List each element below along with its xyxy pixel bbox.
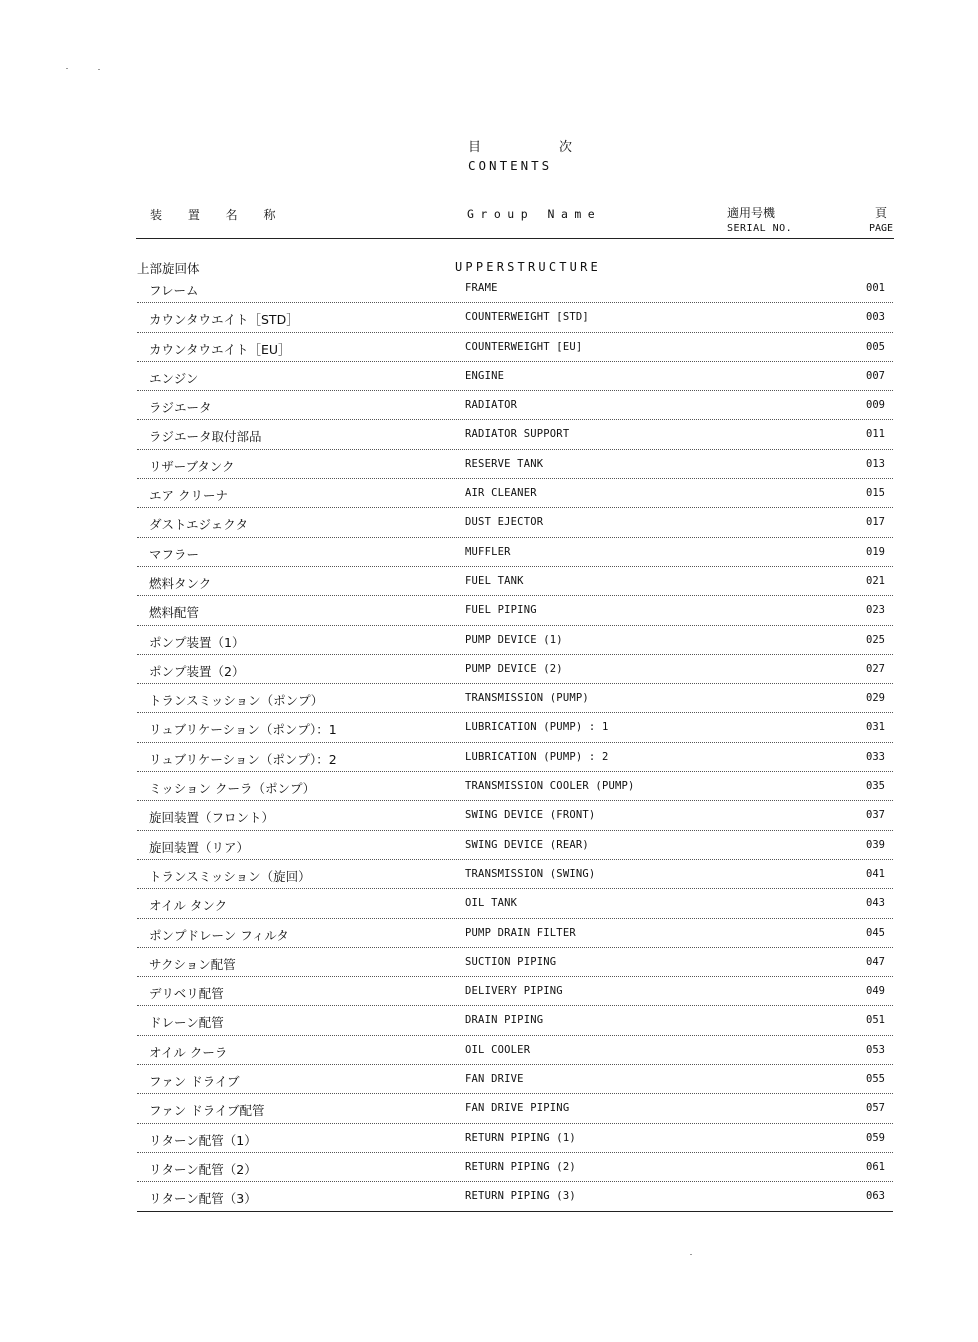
row-group-name: FUEL PIPING [465, 604, 537, 617]
row-page-number: 063 [866, 1190, 885, 1203]
row-group-name: LUBRICATION (PUMP) : 1 [465, 721, 609, 734]
row-group-name: COUNTERWEIGHT [STD] [465, 311, 589, 324]
row-group-name: SUCTION PIPING [465, 955, 557, 968]
row-page-number: 033 [866, 750, 885, 763]
row-jp-name: ファン ドライブ [149, 1074, 240, 1090]
row-group-name: RETURN PIPING (1) [465, 1131, 576, 1144]
row-group-name: RADIATOR [465, 399, 518, 412]
row-page-number: 009 [866, 399, 885, 412]
row-jp-name: リュブリケーション（ポンプ）：1 [149, 722, 337, 738]
row-page-number: 027 [866, 662, 885, 675]
header-serial-en: SERIAL NO. [727, 223, 793, 234]
row-page-number: 047 [866, 955, 885, 968]
table-row [137, 831, 893, 860]
row-group-name: FUEL TANK [465, 574, 524, 587]
row-group-name: COUNTERWEIGHT [EU] [465, 340, 583, 353]
row-jp-name: マフラー [149, 546, 200, 562]
title-jp [468, 140, 572, 156]
row-group-name: SWING DEVICE (FRONT) [465, 809, 596, 822]
row-page-number: 035 [866, 780, 885, 793]
row-page-number: 005 [866, 340, 885, 353]
row-page-number: 039 [866, 838, 885, 851]
row-group-name: LUBRICATION (PUMP) : 2 [465, 750, 609, 763]
table-row [137, 948, 893, 977]
row-jp-name: フレーム [149, 283, 199, 298]
row-group-name: PUMP DRAIN FILTER [465, 926, 576, 939]
table-row [137, 919, 893, 948]
row-jp-name: ファン ドライブ配管 [149, 1103, 265, 1119]
table-row [137, 1094, 893, 1123]
table-row [137, 655, 893, 684]
row-page-number: 041 [866, 867, 885, 880]
header-page-jp: 頁 [874, 206, 887, 220]
table-row [137, 538, 893, 567]
title-jp-char-1: 目 [468, 140, 482, 155]
row-jp-name: オイル クーラ [149, 1044, 228, 1060]
scan-speck [98, 69, 100, 70]
table-row [137, 977, 893, 1006]
scan-speck [690, 1254, 692, 1255]
row-jp-name: エア クリーナ [149, 488, 228, 504]
row-group-name: OIL COOLER [465, 1043, 531, 1056]
row-group-name: TRANSMISSION (PUMP) [465, 692, 589, 705]
table-row [137, 333, 893, 362]
row-group-name: FAN DRIVE PIPING [465, 1102, 570, 1115]
table-row [137, 626, 893, 655]
row-jp-name: ポンプドレーン フィルタ [149, 927, 289, 943]
section-en: UPPERSTRUCTURE [455, 260, 601, 274]
row-page-number: 037 [866, 809, 885, 822]
table-row [137, 303, 893, 332]
row-jp-name: ミッション クーラ（ポンプ） [149, 781, 316, 797]
row-jp-name: リターン配管（2） [149, 1161, 257, 1177]
row-page-number: 001 [866, 282, 885, 294]
row-page-number: 023 [866, 604, 885, 617]
row-jp-name: 旋回装置（フロント） [149, 810, 275, 826]
row-jp-name: トランスミッション（旋回） [149, 868, 311, 884]
contents-list [0, 274, 978, 1212]
row-page-number: 025 [866, 633, 885, 646]
table-row [137, 772, 893, 801]
row-jp-name: ダストエジェクタ [149, 517, 249, 533]
row-jp-name: オイル タンク [149, 898, 228, 914]
header-rule [136, 238, 894, 239]
row-page-number: 029 [866, 692, 885, 705]
table-row [137, 450, 893, 479]
row-jp-name: ポンプ装置（1） [149, 634, 245, 650]
scan-speck [66, 68, 68, 69]
row-jp-name: デリベリ配管 [149, 986, 224, 1002]
row-page-number: 059 [866, 1131, 885, 1144]
table-row [137, 391, 893, 420]
row-jp-name: ドレーン配管 [149, 1015, 224, 1031]
row-group-name: FAN DRIVE [465, 1073, 524, 1086]
row-group-name: DRAIN PIPING [465, 1014, 544, 1027]
row-page-number: 013 [866, 457, 885, 470]
table-row [137, 567, 893, 596]
section-jp: 上部旋回体 [137, 261, 200, 276]
row-group-name: DUST EJECTOR [465, 516, 544, 529]
row-group-name: SWING DEVICE (REAR) [465, 838, 589, 851]
row-jp-name: 燃料タンク [149, 575, 212, 591]
row-group-name: RETURN PIPING (3) [465, 1190, 576, 1203]
row-page-number: 053 [866, 1043, 885, 1056]
header-serial [727, 206, 792, 236]
row-group-name: TRANSMISSION (SWING) [465, 867, 596, 880]
row-jp-name: ラジエータ取付部品 [149, 429, 262, 445]
table-row [137, 860, 893, 889]
row-jp-name: 燃料配管 [149, 605, 200, 621]
row-group-name: AIR CLEANER [465, 487, 537, 500]
page-title [468, 140, 572, 174]
row-jp-name: サクション配管 [149, 956, 236, 972]
row-page-number: 007 [866, 369, 885, 382]
row-page-number: 015 [866, 487, 885, 500]
row-page-number: 049 [866, 985, 885, 998]
row-jp-name: リターン配管（1） [149, 1132, 257, 1148]
table-row [137, 889, 893, 918]
header-page [866, 206, 896, 236]
row-page-number: 045 [866, 926, 885, 939]
table-row [137, 1124, 893, 1153]
row-jp-name: リュブリケーション（ポンプ）：2 [149, 751, 337, 767]
table-row [137, 1006, 893, 1035]
row-group-name: RADIATOR SUPPORT [465, 428, 570, 441]
table-row [137, 1182, 893, 1211]
header-group-name: Group Name [467, 207, 602, 221]
row-jp-name: カウンタウエイト［STD］ [149, 312, 299, 328]
row-jp-name: ラジエータ [149, 400, 212, 416]
table-row [137, 420, 893, 449]
header-serial-jp: 適用号機 [727, 206, 776, 220]
header-page-en: PAGE [868, 223, 894, 234]
table-row [137, 274, 893, 303]
table-row [137, 1065, 893, 1094]
row-jp-name: エンジン [149, 370, 199, 386]
row-page-number: 003 [866, 311, 885, 324]
row-group-name: MUFFLER [465, 545, 511, 558]
row-page-number: 019 [866, 545, 885, 558]
table-row [137, 1036, 893, 1065]
table-row [137, 479, 893, 508]
row-page-number: 055 [866, 1073, 885, 1086]
row-group-name: PUMP DEVICE (1) [465, 633, 563, 646]
row-page-number: 043 [866, 897, 885, 910]
row-group-name: OIL TANK [465, 897, 518, 910]
table-row [137, 801, 893, 830]
row-jp-name: リターン配管（3） [149, 1191, 257, 1207]
row-page-number: 021 [866, 574, 885, 587]
row-page-number: 057 [866, 1102, 885, 1115]
row-jp-name: ポンプ装置（2） [149, 663, 245, 679]
row-group-name: DELIVERY PIPING [465, 985, 563, 998]
row-jp-name: 旋回装置（リア） [149, 839, 250, 855]
row-page-number: 017 [866, 516, 885, 529]
table-row [137, 743, 893, 772]
title-en: CONTENTS [468, 158, 553, 173]
row-group-name: PUMP DEVICE (2) [465, 662, 563, 675]
header-jp-name: 装 置 名 称 [150, 208, 287, 222]
row-group-name: FRAME [465, 282, 498, 294]
row-jp-name: リザーブタンク [149, 458, 235, 474]
row-group-name: ENGINE [465, 369, 505, 382]
table-row [137, 596, 893, 625]
row-page-number: 061 [866, 1160, 885, 1173]
row-group-name: TRANSMISSION COOLER (PUMP) [465, 780, 635, 793]
table-row [137, 508, 893, 537]
row-jp-name: カウンタウエイト［EU］ [149, 341, 291, 357]
table-row [137, 362, 893, 391]
row-page-number: 011 [866, 428, 885, 441]
table-row [137, 1153, 893, 1182]
row-group-name: RETURN PIPING (2) [465, 1160, 576, 1173]
table-row [137, 713, 893, 742]
row-jp-name: トランスミッション（ポンプ） [149, 693, 324, 709]
row-group-name: RESERVE TANK [465, 457, 544, 470]
title-jp-char-2: 次 [558, 140, 572, 155]
table-row [137, 684, 893, 713]
row-page-number: 051 [866, 1014, 885, 1027]
row-page-number: 031 [866, 721, 885, 734]
